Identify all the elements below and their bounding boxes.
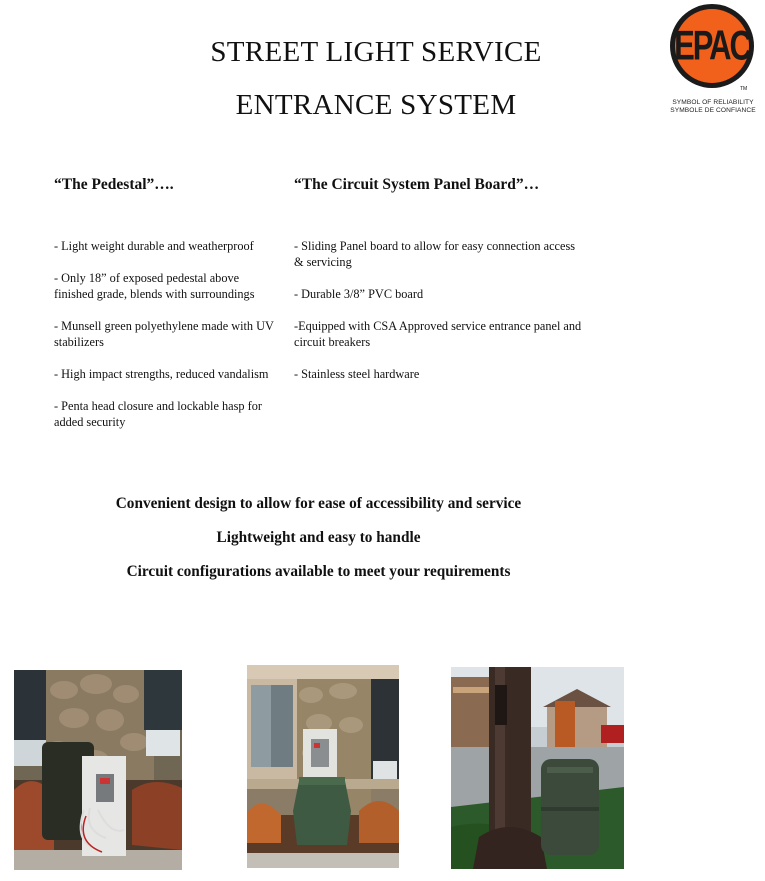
title-line-1: STREET LIGHT SERVICE bbox=[210, 36, 542, 68]
pedestal-feature: - Munsell green polyethylene made with UV stabilizers bbox=[54, 319, 274, 349]
panel-board-feature: - Durable 3/8” PVC board bbox=[294, 287, 424, 301]
logo-disc bbox=[675, 9, 749, 83]
epac-logo bbox=[664, 2, 760, 118]
panel-board-heading: “The Circuit System Panel Board”… bbox=[294, 176, 540, 193]
logo-tagline-en: SYMBOL OF RELIABILITY bbox=[672, 99, 754, 106]
pedestal-feature: - Only 18” of exposed pedestal above finished grade, blends with surroundings bbox=[54, 271, 255, 301]
pedestal-feature-list bbox=[54, 238, 279, 446]
photo-pedestal-wall bbox=[14, 670, 182, 870]
pedestal-heading: “The Pedestal”…. bbox=[54, 176, 174, 193]
logo-tagline-fr: SYMBOLE DE CONFIANCE bbox=[670, 107, 756, 114]
panel-board-feature-list bbox=[294, 238, 586, 398]
panel-board-feature: -Equipped with CSA Approved service entrance panel and circuit breakers bbox=[294, 319, 582, 349]
logo-mark: EPAC bbox=[674, 21, 750, 69]
photo-pedestal-window bbox=[247, 665, 399, 868]
pedestal-feature: - Light weight durable and weatherproof bbox=[54, 239, 254, 253]
photo-pedestal-light-pole bbox=[451, 667, 624, 869]
pedestal-feature: - Penta head closure and lockable hasp for added security bbox=[54, 399, 262, 429]
title-line-2: ENTRANCE SYSTEM bbox=[235, 89, 517, 121]
pedestal-feature: - High impact strengths, reduced vandalism bbox=[54, 367, 269, 381]
logo-trademark: TM bbox=[740, 86, 748, 92]
highlight-lightweight: Lightweight and easy to handle bbox=[216, 529, 421, 546]
highlight-accessibility: Convenient design to allow for ease of accessibility and service bbox=[115, 495, 522, 512]
highlight-configurations: Circuit configurations available to meet your requirements bbox=[126, 563, 511, 580]
panel-board-feature: - Stainless steel hardware bbox=[294, 367, 420, 381]
panel-board-feature: - Sliding Panel board to allow for easy connection access & servicing bbox=[294, 239, 576, 269]
